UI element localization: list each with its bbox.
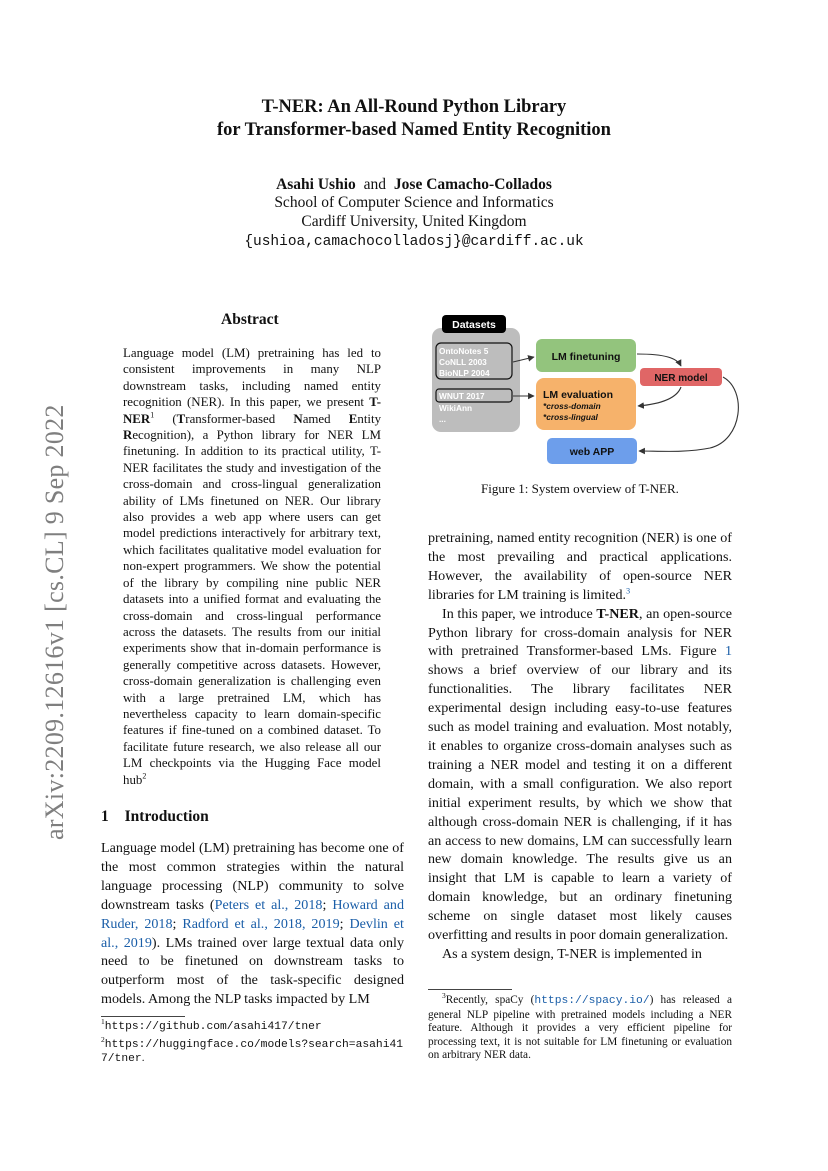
intro-paragraph: [101, 839, 404, 1009]
footnote-mark-3[interactable]: 3: [626, 586, 631, 596]
abstract-text-3: ransformer-based: [185, 411, 294, 426]
eval-cross-domain: *cross-domain: [543, 401, 601, 411]
abstract-heading: Abstract: [221, 311, 279, 328]
lm-evaluation-label: LM evaluation: [543, 389, 614, 401]
citation-radford[interactable]: Radford et al., 2018, 2019: [182, 915, 340, 932]
paper-title-line2: for Transformer-based Named Entity Recognition: [217, 120, 611, 140]
abstract-bold-r: R: [123, 428, 133, 443]
footnote-3-text-a: Recently, spaCy (: [445, 994, 535, 1006]
footnote-3-mark: 3: [442, 991, 446, 1001]
abstract-tner: T-NER: [123, 395, 381, 426]
arxiv-stamp: arXiv:2209.12616v1 [cs.CL] 9 Sep 2022: [40, 404, 69, 840]
abstract-text-6: ecognition), a Python library for NER LM finetuning. In addition to its practical utility, T-NER facilitates the study and investigation of the cross-domain and cross-lingual generalization ability of LMs finetuned on NER. Our library also provides a web app where users can get model predictions interactively for arbitrary text, which facilitates qualitative model evaluation for non-expert programmers. We show the potential of the library by compiling nine public NER datasets into a unified format and evaluating the cross-domain and cross-lingual performance across the datasets. The results from our initial experiments show that in-domain performance is generally competitive across datasets. However, cross-domain generalization is challenging even with a large pretrained LM, which has nevertheless capacity to learn domain-specific features if fine-tuned on a combined dataset. To facilitate future research, we also release all our LM checkpoints via the Hugging Face model hub: [123, 428, 381, 787]
right-column: [428, 529, 732, 964]
abstract-text-5: ntity: [357, 411, 382, 426]
section-number: 1: [101, 808, 109, 825]
right-text-2b: , an open-source Python library for cross-domain analysis for NER with pretrained Transformer-based LMs. Figure: [428, 605, 732, 660]
right-text-2a: In this paper, we introduce: [442, 605, 597, 622]
affiliation-2: Cardiff University, United Kingdom: [301, 213, 527, 230]
footnote-1-url[interactable]: https://github.com/asahi417/tner: [104, 1021, 322, 1033]
intro-text-1: Language model (LM) pretraining has become one of the most common strategies within the natural language processing (NLP) community to solve downstream tasks (: [101, 840, 404, 913]
right-tner: T-NER: [596, 605, 639, 622]
dataset-wnut: WNUT 2017: [439, 391, 485, 401]
abstract-bold-n: N: [293, 411, 303, 426]
datasets-label: Datasets: [452, 319, 496, 331]
author-1: Asahi Ushio: [276, 176, 356, 193]
arrow-finetuning-to-model: [637, 354, 681, 366]
citation-separator: ;: [339, 915, 350, 932]
authors: [0, 175, 828, 195]
dataset-bionlp: BioNLP 2004: [439, 368, 490, 378]
footnote-rule-right: [428, 989, 512, 990]
web-app-label: web APP: [569, 446, 615, 458]
abstract-body: [123, 345, 381, 788]
dataset-wikiann: WikiAnn: [439, 403, 473, 413]
footnote-2-mark: 2: [101, 1034, 105, 1044]
section-title: Introduction: [124, 808, 209, 825]
paper-title-line1: T-NER: An All-Round Python Library: [261, 97, 567, 117]
abstract-text-1: Language model (LM) pretraining has led to consistent improvements in many NLP downstream tasks, including named entity recognition (NER). In this paper, we present: [123, 346, 381, 410]
dataset-onto: OntoNotes 5: [439, 346, 489, 356]
citation-peters[interactable]: Peters et al., 2018: [214, 896, 323, 913]
abstract-text-2: (: [154, 411, 177, 426]
arrow-model-to-webapp: [639, 377, 738, 451]
author-and: and: [363, 176, 387, 193]
eval-cross-lingual: *cross-lingual: [543, 412, 598, 422]
footnotes-left: [101, 1017, 411, 1067]
right-text-1: pretraining, named entity recognition (NER) is one of the most prevailing and practical applications. However, the availability of open-source NER libraries for LM training is limited.: [428, 530, 732, 603]
right-text-2c: shows a brief overview of our library and its functionalities. The library facilitates NER experimental design including easy-to-use features such as model training and evaluation. Most notably, it enables to organize cross-domain analyses such as training a NER model and testing it on a different domain, with a small configuration. We also report initial experiment results, by which we show that although cross-domain NER is challenging, if it has an access to new domains, LM can successfully learn new domain knowledge. The results give us an insight that LM is capable to learn a variety of domain knowledge, but an ordinary finetuning scheme on single dataset most likely causes overfitting and results in poor domain generalization.: [428, 662, 732, 944]
citation-howard[interactable]: Howard and Ruder, 2018: [101, 896, 404, 932]
footnote-rule: [101, 1016, 185, 1017]
footnote-2-url[interactable]: https://huggingface.co/models?search=asahi417/tner: [101, 1038, 404, 1066]
dataset-more: ...: [439, 414, 446, 424]
ner-model-label: NER model: [654, 373, 708, 384]
abstract-text-4: amed: [302, 411, 349, 426]
figure-caption: Figure 1: System overview of T-NER.: [481, 481, 679, 496]
figure-ref[interactable]: 1: [724, 643, 732, 660]
citation-devlin[interactable]: Devlin et al., 2019: [101, 915, 404, 951]
author-email: {ushioa,camachocolladosj}@cardiff.ac.uk: [244, 234, 584, 250]
abstract-bold-t: T: [176, 411, 186, 426]
affiliation-1: School of Computer Science and Informatics: [274, 194, 554, 211]
footnote-2-dot: .: [141, 1052, 145, 1065]
footnote-3: [428, 991, 732, 1063]
footnote-mark-2: 2: [142, 771, 147, 781]
footnote-1-mark: 1: [101, 1017, 105, 1027]
spacy-url[interactable]: https://spacy.io/: [534, 995, 650, 1007]
abstract-bold-e: E: [348, 411, 358, 426]
citation-separator: ;: [172, 915, 183, 932]
intro-text-2: ). LMs trained over large textual data only need to be finetuned on downstream tasks to outperform most of the task-specific designed models. Among the NLP tasks impacted by LM: [101, 934, 404, 1008]
author-2: Jose Camacho-Collados: [393, 176, 552, 193]
lm-finetuning-label: LM finetuning: [551, 351, 621, 363]
system-overview-figure: [425, 310, 745, 470]
section-heading: [101, 808, 209, 826]
citation-separator: ;: [322, 896, 333, 913]
right-text-3: As a system design, T-NER is implemented in: [442, 945, 702, 962]
arrow-model-to-evaluation: [638, 387, 681, 406]
footnote-mark-1: 1: [150, 410, 155, 420]
footnote-3-text-b: ) has released a general NLP pipeline with pretrained models including a NER feature. Although it provides a very efficient pipeline for processing text, it is not suitable for LM finetuning or evaluation on arbitrary NER data.: [428, 994, 732, 1062]
dataset-conll: CoNLL 2003: [439, 357, 487, 367]
